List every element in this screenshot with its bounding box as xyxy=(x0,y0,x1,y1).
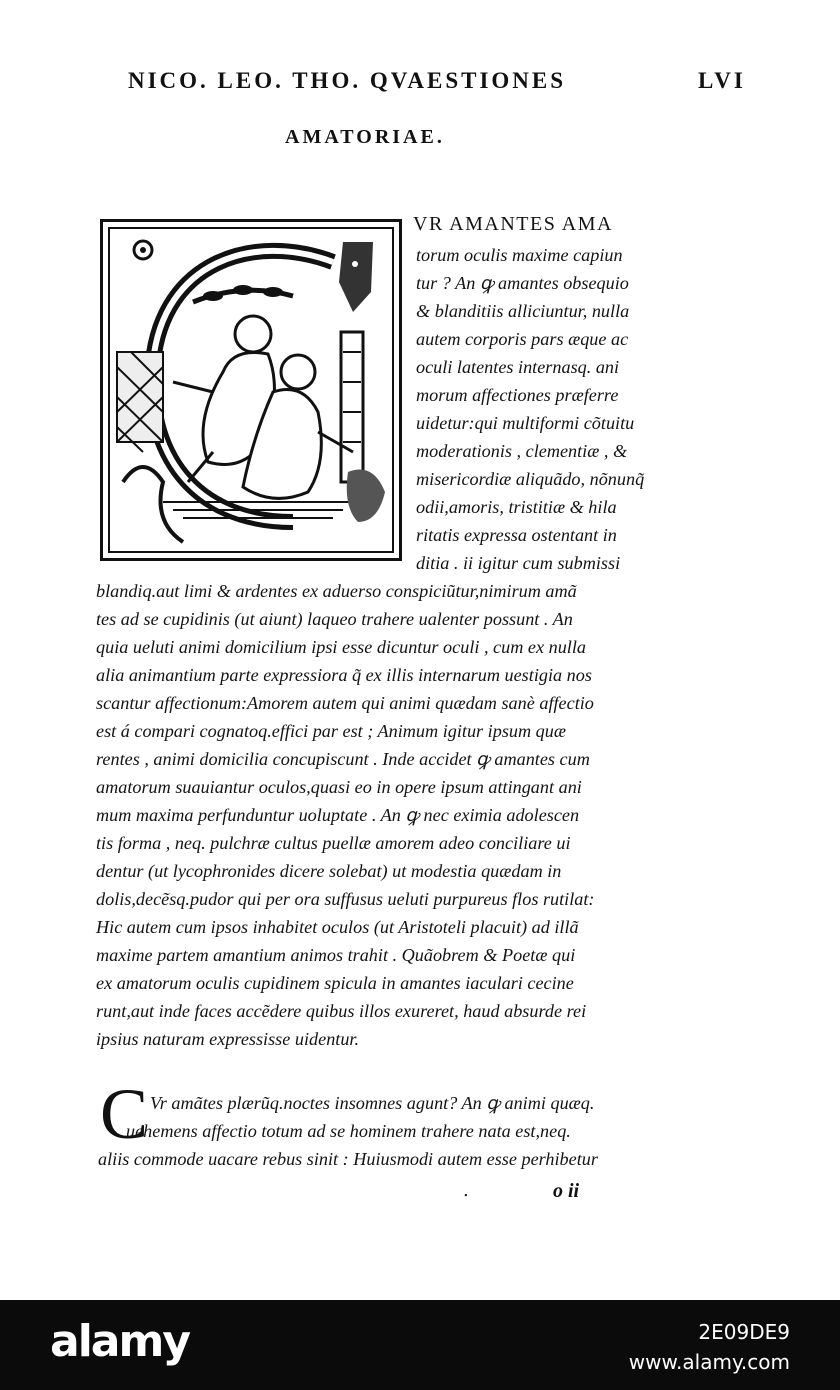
text-line: maxime partem amantium animos trahit . Quãobrem & Poetæ qui xyxy=(96,945,576,965)
watermark-footer xyxy=(0,1300,840,1390)
drop-cap-initial: C xyxy=(100,1074,149,1154)
text-line: tes ad se cupidinis (ut aiunt) laqueo trahere ualenter possunt . An xyxy=(96,609,573,629)
text-line: tis forma , neq. pulchræ cultus puellæ amorem adeo conciliare ui xyxy=(96,833,571,853)
text-line: rentes , animi domicilia concupiscunt . Inde accidet ꝙ amantes cum xyxy=(96,749,590,769)
text-line: uehemens affectio totum ad se hominem trahere nata est,neq. xyxy=(126,1121,571,1141)
text-line: ditia . ii igitur cum submissi xyxy=(416,553,621,573)
woodcut-illustration xyxy=(103,222,399,558)
ornamental-initial-woodcut-icon xyxy=(100,219,402,561)
text-line: alia animantium parte expressiora q̃ ex illis internarum uestigia nos xyxy=(96,665,592,685)
folio-number: LVI xyxy=(698,68,746,93)
text-line: tur ? An ꝙ amantes obsequio xyxy=(416,273,629,293)
text-line: ritatis expressa ostentant in xyxy=(416,525,617,545)
text-line: dolis,decẽsq.pudor qui per ora suffusus ueluti purpureus flos rutilat: xyxy=(96,889,595,909)
text-line: moderationis , clementiæ , & xyxy=(416,441,628,461)
text-line: runt,aut inde faces accẽdere quibus illos exureret, haud absurde rei xyxy=(96,1001,587,1021)
text-line: autem corporis pars æque ac xyxy=(416,329,629,349)
site-url: www.alamy.com xyxy=(628,1350,790,1374)
text-line: morum affectiones præferre xyxy=(416,385,619,405)
page-subtitle: AMATORIAE. xyxy=(285,126,445,148)
text-line: mum maxima perfunduntur uoluptate . An ꝙ nec eximia adolescen xyxy=(96,805,580,825)
text-line: VR AMANTES AMA xyxy=(413,213,613,235)
signature-dot: . xyxy=(463,1180,469,1201)
text-line: dentur (ut lycophronides dicere solebat) ut modestia quædam in xyxy=(96,861,562,881)
text-line: misericordiæ aliquãdo, nõnunq̃ xyxy=(416,469,645,489)
text-line: scantur affectionum:Amorem autem qui animi quædam sanè affectio xyxy=(96,693,594,713)
text-line: quia ueluti animi domicilium ipsi esse dicuntur oculi , cum ex nulla xyxy=(96,637,586,657)
text-line: oculi latentes internasq. ani xyxy=(416,357,620,377)
text-line: odii,amoris, tristitiæ & hila xyxy=(416,497,617,517)
brand-logo: alamy xyxy=(50,1316,189,1367)
running-title: NICO. LEO. THO. QVAESTIONES xyxy=(128,68,567,93)
text-line: uidetur:qui multiformi cõtuitu xyxy=(416,413,635,433)
signature-mark: o ii xyxy=(553,1180,580,1202)
text-line: Hic autem cum ipsos inhabitet oculos (ut Aristoteli placuit) ad illã xyxy=(96,917,579,937)
text-line: blandiq.aut limi & ardentes ex aduerso conspiciũtur,nimirum amã xyxy=(96,581,577,601)
text-line: ipsius naturam expressisse uidentur. xyxy=(96,1029,360,1049)
text-line: ex amatorum oculis cupidinem spicula in amantes iaculari cecine xyxy=(96,973,574,993)
image-id: 2E09DE9 xyxy=(698,1320,790,1344)
text-line: & blanditiis alliciuntur, nulla xyxy=(416,301,630,321)
text-line: est á compari cognatoq.effici par est ; Animum igitur ipsum quæ xyxy=(96,721,566,741)
text-line: aliis commode uacare rebus sinit : Huiusmodi autem esse perhibetur xyxy=(98,1149,598,1169)
text-line: Vr amãtes plærũq.noctes insomnes agunt? An ꝙ animi quæq. xyxy=(150,1093,595,1113)
text-line: torum oculis maxime capiun xyxy=(416,245,623,265)
text-line: amatorum suauiantur oculos,quasi eo in opere ipsum attingant ani xyxy=(96,777,582,797)
